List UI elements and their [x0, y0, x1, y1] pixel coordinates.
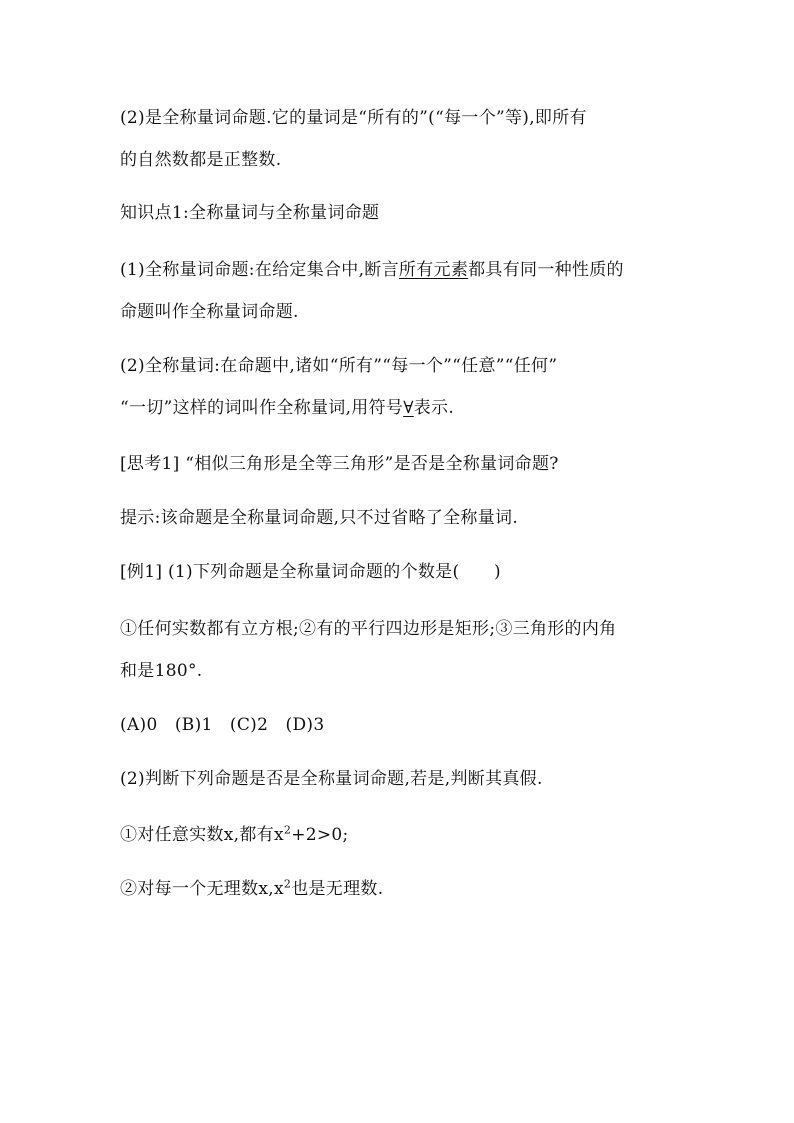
text: 也是无理数.	[291, 879, 384, 899]
text: ②对每一个无理数x,x	[120, 879, 284, 899]
paragraph-line	[120, 300, 299, 324]
text: “一切”这样的词叫作全称量词,用符号	[120, 398, 404, 418]
text: (A)0 (B)1 (C)2 (D)3	[120, 715, 325, 735]
superscript: 2	[283, 823, 292, 837]
paragraph-line	[120, 877, 383, 901]
text: 都具有同一种性质的	[468, 260, 624, 280]
paragraph-line	[120, 354, 557, 378]
text: ①任何实数都有立方根;②有的平行四边形是矩形;③三角形的内角	[120, 619, 617, 639]
underlined-symbol: ∀	[403, 398, 414, 418]
text: 的自然数都是正整数.	[120, 150, 282, 170]
paragraph-line	[120, 767, 543, 791]
paragraph-line	[120, 396, 454, 420]
answer-options	[120, 713, 324, 737]
text: [思考1] “相似三角形是全等三角形”是否是全称量词命题?	[120, 454, 559, 474]
text: 表示.	[413, 398, 455, 418]
paragraph-line	[120, 617, 616, 641]
hint-line	[120, 506, 518, 530]
text: 提示:该命题是全称量词命题,只不过省略了全称量词.	[120, 508, 519, 528]
text: ①对任意实数x,都有x	[120, 825, 284, 845]
underlined-text: 所有元素	[398, 260, 469, 280]
thinking-question	[120, 452, 559, 476]
superscript: 2	[283, 877, 292, 891]
section-heading	[120, 201, 379, 225]
text: 命题叫作全称量词命题.	[120, 302, 299, 322]
text: [例1] (1)下列命题是全称量词命题的个数是( )	[120, 562, 501, 582]
text: 和是180°.	[120, 661, 203, 681]
paragraph-line	[120, 106, 587, 130]
heading-text: 知识点1:全称量词与全称量词命题	[120, 203, 380, 223]
paragraph-line	[120, 148, 281, 172]
paragraph-line	[120, 659, 202, 683]
text: (2)是全称量词命题.它的量词是“所有的”(“每一个”等),即所有	[120, 108, 587, 128]
text: (1)全称量词命题:在给定集合中,断言	[120, 260, 399, 280]
paragraph-line	[120, 823, 349, 847]
example-line	[120, 560, 501, 584]
text: (2)全称量词:在命题中,诸如“所有”“每一个”“任意”“任何”	[120, 356, 558, 376]
text: (2)判断下列命题是否是全称量词命题,若是,判断其真假.	[120, 769, 543, 789]
paragraph-line	[120, 258, 624, 282]
text: +2>0;	[291, 825, 349, 845]
